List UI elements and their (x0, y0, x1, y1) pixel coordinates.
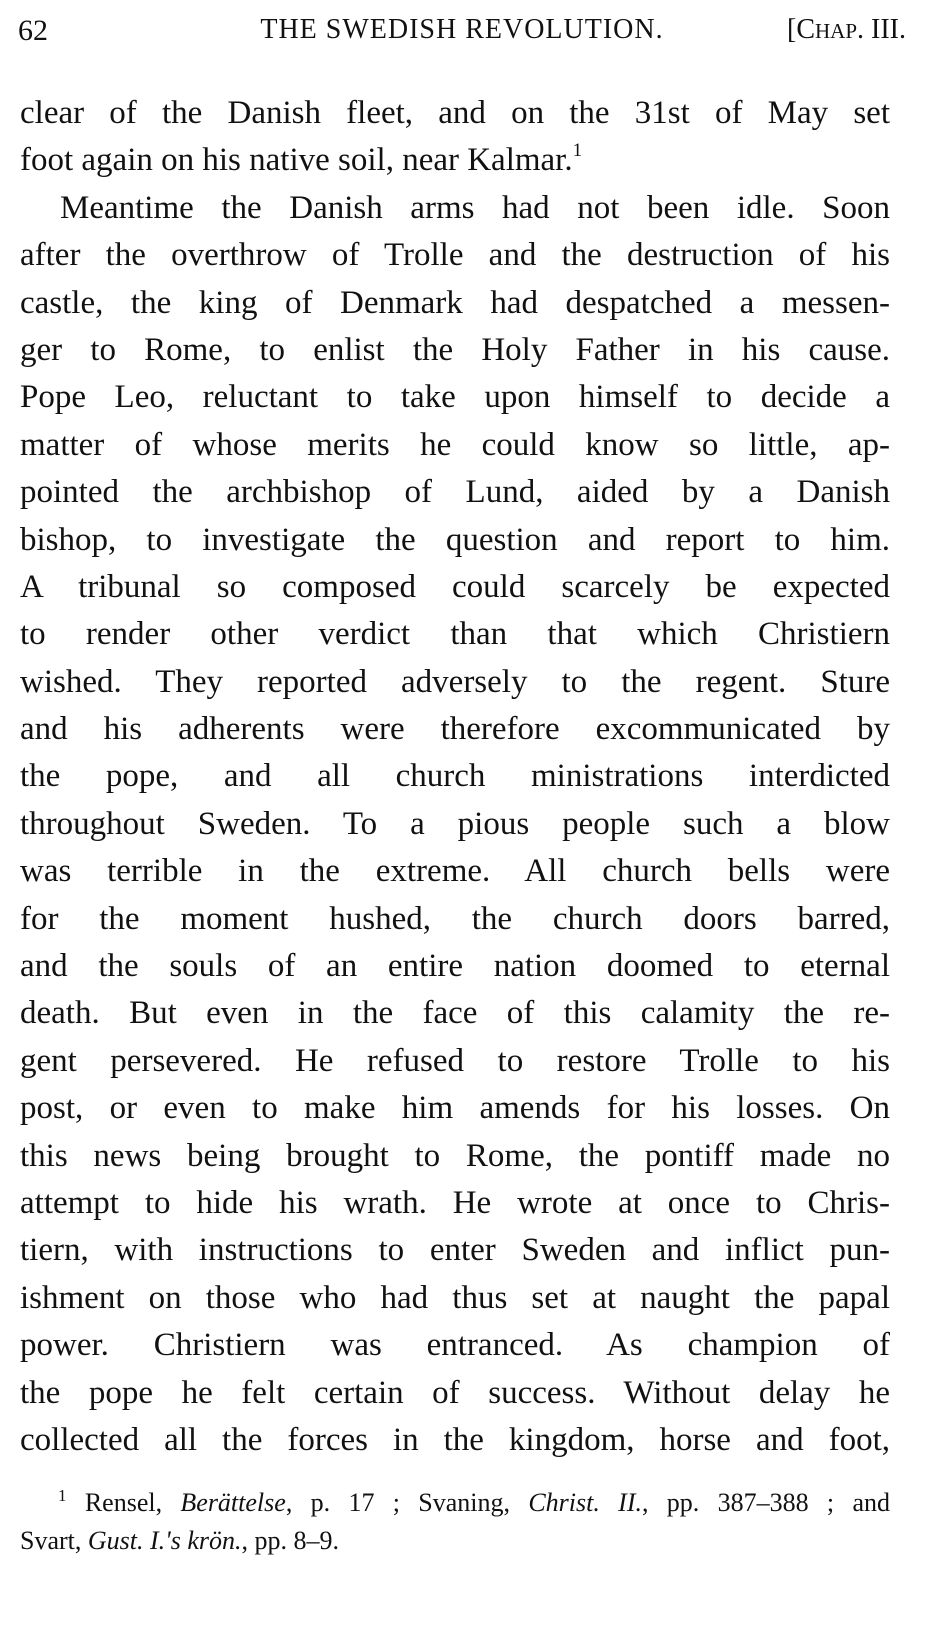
running-header (18, 14, 906, 58)
text-line: matter of whose merits he could know so little, ap- (20, 426, 890, 463)
chapter-label: [CHAP. III. (787, 14, 906, 45)
body-text (20, 90, 890, 1464)
footnote-marker: 1 (58, 1486, 67, 1505)
text-line: ger to Rome, to enlist the Holy Father in his cause. (20, 331, 890, 368)
text-line: and the souls of an entire nation doomed to eternal (20, 948, 890, 985)
text-line: power. Christiern was entranced. As champion of (20, 1327, 890, 1364)
text-line: gent persevered. He refused to restore Trolle to his (20, 1042, 890, 1079)
text-line: pointed the archbishop of Lund, aided by a Danish (20, 474, 890, 511)
text-line: death. But even in the face of this calamity the re- (20, 995, 890, 1032)
footnote (20, 1484, 890, 1560)
running-title: THE SWEDISH REVOLUTION. (260, 14, 664, 45)
footnote-reference: 1 (572, 140, 583, 162)
text-line: foot again on his native soil, near Kalmar.$^1$ (20, 140, 583, 179)
paragraph-first-line: Meantime the Danish arms had not been idle. Soon (60, 189, 890, 226)
text-line: castle, the king of Denmark had despatched a messen- (20, 284, 890, 321)
text-line: bishop, to investigate the question and report to him. (20, 521, 890, 558)
text-line: wished. They reported adversely to the regent. Sture (20, 663, 890, 700)
text-line: for the moment hushed, the church doors barred, (20, 900, 890, 937)
text-line: Pope Leo, reluctant to take upon himself to decide a (20, 379, 890, 416)
page-number: 62 (18, 14, 48, 47)
text-line: throughout Sweden. To a pious people such a blow (20, 805, 890, 842)
text-line: this news being brought to Rome, the pontiff made no (20, 1137, 890, 1174)
footnote-line: $^1$ Rensel, Berättelse, p. 17 ; Svaning, Christ. II., pp. 387–388 ; and (58, 1486, 890, 1517)
text-line: collected all the forces in the kingdom, horse and foot, (20, 1421, 890, 1458)
text-line: the pope he felt certain of success. Without delay he (20, 1374, 890, 1411)
text-line: and his adherents were therefore excommunicated by (20, 711, 890, 748)
text-line: tiern, with instructions to enter Sweden and inflict pun- (20, 1232, 890, 1269)
text-line: was terrible in the extreme. All church bells were (20, 853, 890, 890)
text-line: ishment on those who had thus set at naught the papal (20, 1279, 890, 1316)
text-line: to render other verdict than that which Christiern (20, 616, 890, 653)
footnote-line: Svart, Gust. I.'s krön., pp. 8–9. (20, 1526, 340, 1555)
text-line: clear of the Danish fleet, and on the 31st of May set (20, 95, 890, 131)
text-line: post, or even to make him amends for his losses. On (20, 1090, 890, 1127)
text-line: attempt to hide his wrath. He wrote at once to Chris- (20, 1184, 890, 1221)
text-line: A tribunal so composed could scarcely be expected (20, 568, 890, 605)
text-line: after the overthrow of Trolle and the destruction of his (20, 237, 890, 274)
text-line: the pope, and all church ministrations interdicted (20, 758, 890, 795)
